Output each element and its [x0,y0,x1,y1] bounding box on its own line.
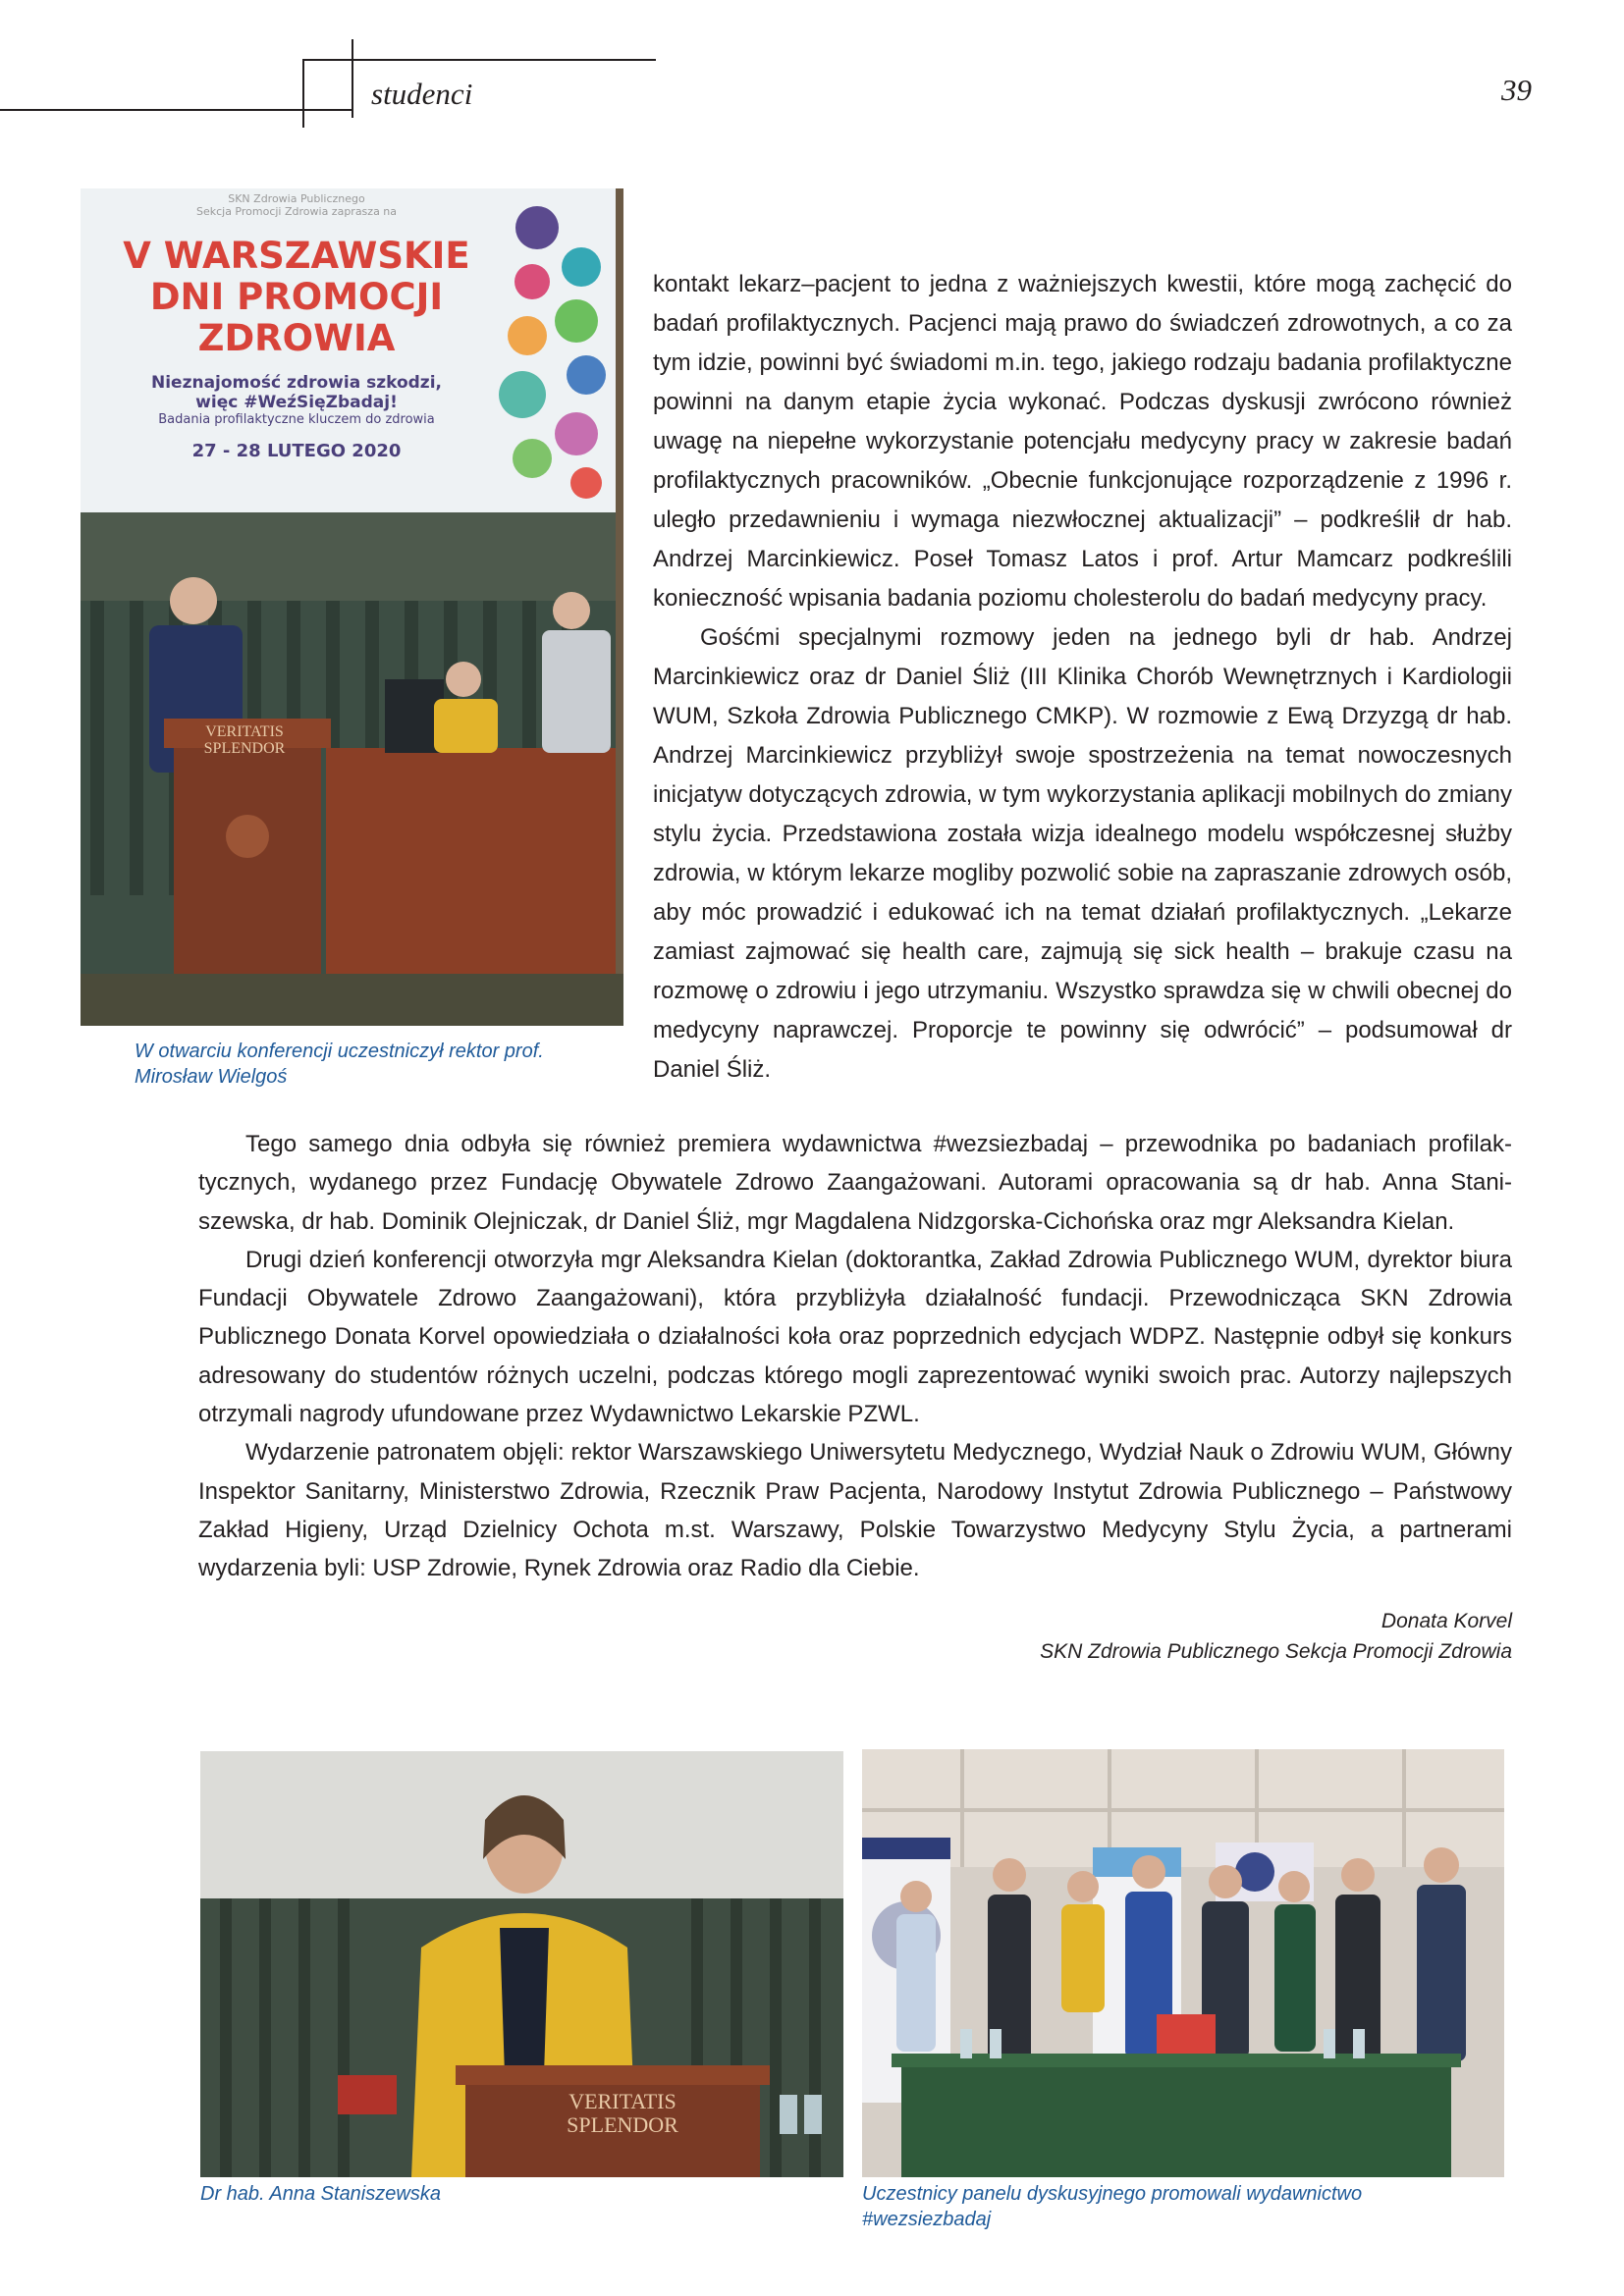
screen-title: V WARSZAWSKIE DNI PROMOCJI ZDROWIA [123,235,470,359]
column-paragraph-1: kontakt lekarz–pacjent to jedna z ważniejszych kwestii, które mogą zachęcić do badań profilaktycznych. Pacjenci mają prawo do świadczeń zdrowotnych, a co za tym idzie, powinni być świadomi m.in. tego, jakiego rodzaju badania profilaktyczne powinni na danym etapie życia wykonać. Podczas dyskusji zwrócono również uwagę na niepełne wykorzystanie potencjału medycyny pracy w zakresie badań profilaktycznych pracowników. „Obecnie funkcjonujące rozporządzenie z 1996 r. uległo przedawnieniu i wymaga niezwłocznej aktualizacji” – podkreślił dr hab. Andrzej Marcinkiewicz. Poseł Tomasz Latos i prof. Artur Mamcarz podkreślili konieczność wpisania badania poziomu cholesterolu do badań medycyny pracy. [653,271,1512,612]
body-paragraph-2: Drugi dzień konferencji otworzyła mgr Aleksandra Kielan (doktorantka, Zakład Zdrowia Publicznego WUM, dyrektor biura Fundacji Obywatele Zdrowo Zaangażowani), która przybliżyła działalność fundacji. Przewodnicząca SKN Zdrowia Publicznego Donata Korvel opowiedziała o działalności koła oraz poprzednich edycjach WDPZ. Następnie odbył się konkurs adresowany do studentów różnych uczelni, podczas którego mogli zaprezentować wyniki swoich prac. Autorzy najlepszych otrzymali nagrody ufundowane przez Wydawnictwo Lekarskie PZWL. [198,1246,1512,1428]
author-name: Donata Korvel [1380,1610,1512,1632]
section-title: studenci [371,77,473,111]
screen-sub-2: więc #WeźSięZbadaj! [195,393,398,412]
body-paragraph-1: Tego samego dnia odbyła się również premiera wydawnictwa #wezsiezbadaj – przewodnika po badaniach profilaktycznych, wydanego przez Fundację Obywatele Zdrowo Zaangażowani. Autorami opracowania są dr hab. Anna Staniszewska, dr hab. Dominik Olejniczak, dr Daniel Śliż, mgr Magdalena Nidzgorska-Cichońska oraz mgr Aleksandra Kielan. [198,1131,1512,1235]
screen-line-2: Sekcja Promocji Zdrowia zaprasza na [195,205,398,218]
photo-panel-participants [862,1749,1504,2177]
author-affiliation: SKN Zdrowia Publicznego Sekcja Promocji Zdrowia [1040,1640,1512,1663]
page-number: 39 [1501,73,1532,107]
caption-panel-participants: Uczestnicy panelu dyskusyjnego promowali wydawnictwo #wezsiezbadaj [862,2183,1363,2230]
screen-text [81,188,513,503]
header-rule-vertical-2 [352,39,353,118]
signature [1040,1606,1512,1667]
lectern-text-2: VERITATIS SPLENDOR [567,2089,678,2137]
screen-sub-1: Nieznajomość zdrowia szkodzi, [150,373,442,393]
article-column [653,265,1512,1090]
screen-line-1: SKN Zdrowia Publicznego [228,192,365,205]
column-paragraph-2: Gośćmi specjalnymi rozmowy jeden na jednego byli dr hab. Andrzej Marcinkiewicz oraz dr Daniel Śliż (III Klinika Chorób Wewnętrznych i Kardiologii WUM, Szkoła Zdrowia Publicznego CMKP). W rozmowie z Ewą Drzyzgą dr hab. Andrzej Marcinkiewicz przybliżył swoje spostrzeżenia na temat nowoczesnych inicjatyw dotyczących zdrowia, w tym wykorzystania aplikacji mobilnych do zmiany stylu życia. Przedstawiona została wizja idealnego modelu współczesnej służby zdrowia, w którym lekarze mogliby pozwolić sobie na zapraszanie zdrowych osób, aby móc prowadzić i edukować ich na temat działań profilaktycznych. „Lekarze zamiast zajmować się health care, zajmują się sick health – brakuje czasu na rozmowę o zdrowiu i jego utrzymaniu. Wszystko sprawdza się w chwili obecnej do medycyny naprawczej. Proporcje te powinny się odwrócić” – podsumował dr Daniel Śliż. [653,624,1512,1083]
header-rule-vertical-1 [302,59,304,128]
photo-speaker [200,1751,843,2177]
screen-sub-3: Badania profilaktyczne kluczem do zdrowia [158,412,435,427]
caption-speaker: Dr hab. Anna Staniszewska [200,2183,441,2205]
screen-date: 27 - 28 LUTEGO 2020 [191,441,402,461]
caption-conference-opening: W otwarciu konferencji uczestniczył rektor prof. Mirosław Wielgoś [135,1041,544,1088]
article-body [198,1125,1512,1588]
lectern-text: VERITATIS SPLENDOR [203,723,286,757]
body-paragraph-3: Wydarzenie patronatem objęli: rektor Warszawskiego Uniwersytetu Medycznego, Wydział Nauk o Zdrowiu WUM, Główny Inspektor Sanitarny, Ministerstwo Zdrowia, Rzecznik Praw Pacjenta, Narodowy Instytut Zdrowia Publicznego – Państwowy Zakład Higieny, Urząd Dzielnicy Ochota m.st. Warszawy, Polskie Towarzystwo Medycyny Stylu Życia, a partnerami wydarzenia byli: USP Zdrowie, Rynek Zdrowia oraz Radio dla Ciebie. [198,1439,1512,1582]
header-rule-top [302,59,656,61]
header-rule-left [0,109,353,111]
photo-conference-opening [81,188,623,1026]
